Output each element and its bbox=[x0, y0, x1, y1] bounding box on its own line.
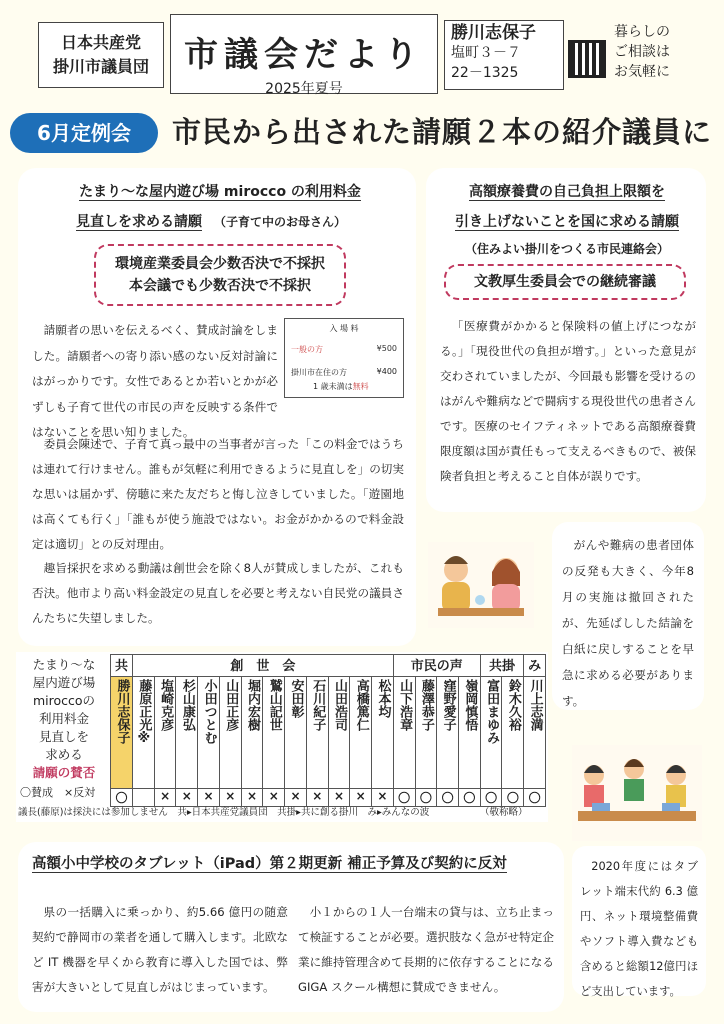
page-headline: 市民から出された請願２本の紹介議員に bbox=[172, 115, 713, 149]
vote-label-red: 請願の賛否 bbox=[32, 765, 96, 780]
vote-cell: 〇 bbox=[393, 789, 415, 807]
petition2-title-line1 bbox=[436, 180, 698, 204]
vote-label-l2: 屋内遊び場 bbox=[32, 675, 96, 690]
newsletter-title: 市議会だより bbox=[184, 35, 424, 75]
member-name: 山下浩章 bbox=[397, 679, 413, 731]
member-address: 塩町３－７ bbox=[451, 45, 521, 61]
member-name: 富田まゆみ bbox=[484, 679, 500, 744]
member-name: 安田彰 bbox=[288, 679, 304, 718]
vote-cell: × bbox=[219, 789, 241, 807]
vote-label-cell bbox=[18, 654, 110, 784]
fee-row3-label: 1 歳未満は bbox=[313, 382, 353, 391]
petition2-title-text1: 高額療養費の自己負担上限額を bbox=[469, 184, 665, 200]
member-name: 小田つとむ bbox=[201, 679, 217, 744]
students-illustration bbox=[572, 745, 702, 841]
note-line1: 暮らしの bbox=[614, 24, 670, 40]
newsletter-title-box bbox=[170, 14, 438, 97]
issue-label: 2025年夏号 bbox=[265, 81, 343, 97]
member-name: 勝川志保子 bbox=[451, 23, 536, 43]
member-name: 鈴木久裕 bbox=[505, 679, 521, 731]
petition1-title-line1 bbox=[40, 180, 400, 204]
fee-row1 bbox=[291, 344, 397, 355]
org-name-box bbox=[38, 22, 164, 88]
vote-cell: × bbox=[154, 789, 176, 807]
member-name: 窪野愛子 bbox=[440, 679, 456, 731]
petition2-para: 「医療費がかかると保険料の値上げにつながる。」「現役世代の負担が増す。」といった意見が交わされていましたが、今回最も影響を受けるのはがんや難病などで闘病する現役世代の患者さんです。医療のセイフティネットである高額療養費限度額は国が責任もって支えるべきもので、被保険者負担と考えること自体が誤りです。 bbox=[440, 319, 696, 483]
petition2-result-box: 文教厚生委員会での継続審議 bbox=[444, 264, 686, 300]
member-name: 藤原正光※ bbox=[136, 679, 152, 746]
tablet-title bbox=[32, 852, 552, 876]
vote-label-l1: たまり～な bbox=[32, 657, 96, 672]
vote-cell: × bbox=[372, 789, 394, 807]
fee-row1-price: ¥500 bbox=[376, 344, 397, 353]
member-name: 川上志満 bbox=[527, 679, 543, 731]
member-phone: 22－1325 bbox=[451, 65, 519, 81]
fee-card-image bbox=[284, 318, 404, 398]
tablet-side-note-text: 2020年度にはタブレット端末代約 6.3 億円、ネット環境整備費やソフト導入費なども含めると総額12億円ほど支出しています。 bbox=[580, 860, 698, 998]
org-line2: 掛川市議員団 bbox=[52, 57, 149, 76]
petition1-para2: 委員会陳述で、子育て真っ最中の当事者が言った「この料金ではうちは連れて行けません。誰もが気軽に利用できるように見直しを」の切実な思いは届かず、傍聴に来た友だちと悔し泣きしていました。「遊園地は高くても行く」「誰もが使う施設ではない。お金がかかるので料金設定は適切」との反対理由。 bbox=[32, 437, 404, 551]
fee-row1-label: 一般の方 bbox=[291, 345, 323, 354]
petition2-side-note bbox=[552, 522, 704, 710]
vote-cell: × bbox=[263, 789, 285, 807]
tablet-col2: 小１からの１人一台端末の貸与は、立ち止まって検証することが必要。選択肢なく急がせ特定企業に維持管理含めて長期的に依存することになる GIGA スクール構想に賛成できません。 bbox=[298, 905, 554, 994]
qr-code-icon[interactable] bbox=[568, 40, 606, 78]
vote-cell: × bbox=[350, 789, 372, 807]
petition2-submitter: （住みよい掛川をつくる市民連絡会） bbox=[464, 242, 669, 256]
member-row bbox=[111, 677, 546, 789]
vote-label-l6: 求める bbox=[45, 747, 83, 762]
member-name: 嶺岡慎悟 bbox=[462, 679, 478, 731]
note-line3: お気軽に bbox=[614, 64, 670, 80]
vote-cell: × bbox=[198, 789, 220, 807]
petition1-title-text2: 見直しを求める請願 bbox=[76, 214, 202, 230]
vote-cell: 〇 bbox=[111, 789, 133, 807]
petition1-para1: 請願者の思いを伝えるべく、賛成討論をしました。請願者への寄り添い感のない反対討論にはがっかりです。女性であるとか若いとかが必ずしも子育て世代の市民の声を反映する条件ではないことを思い知りました。 bbox=[32, 323, 278, 439]
tablet-title-text: 高額小中学校のタブレット（iPad）第２期更新 補正予算及び契約に反対 bbox=[32, 856, 507, 872]
vote-cell: 〇 bbox=[480, 789, 502, 807]
vote-cell: 〇 bbox=[415, 789, 437, 807]
party-shimin: 市民の声 bbox=[393, 655, 480, 677]
member-name: 塩崎克彦 bbox=[158, 679, 174, 731]
petition1-title-text1: たまり～な屋内遊び場 mirocco の利用料金 bbox=[79, 184, 361, 200]
org-line1: 日本共産党 bbox=[60, 33, 141, 52]
member-contact-box bbox=[444, 20, 564, 90]
party-tomokake: 共掛 bbox=[480, 655, 523, 677]
fee-row3-value: 無料 bbox=[352, 382, 369, 391]
member-name: 高橋篤仁 bbox=[353, 679, 369, 731]
vote-label-l5: 見直しを bbox=[38, 729, 89, 744]
vote-legend: 〇賛成 ×反対 bbox=[20, 786, 96, 799]
fee-row2-price: ¥400 bbox=[376, 367, 397, 376]
family-illustration bbox=[428, 542, 534, 628]
petition1-result-box bbox=[94, 244, 346, 306]
fee-row3 bbox=[313, 381, 403, 392]
consult-note bbox=[608, 20, 692, 90]
vote-footnote: 議長(藤原)は採決には参加しません 共▸日本共産党議員団 共掛▸共に創る掛川 み▸みんなの波 bbox=[18, 807, 430, 818]
member-name: 堀内宏樹 bbox=[245, 679, 261, 731]
vote-cell: 〇 bbox=[437, 789, 459, 807]
vote-cell: × bbox=[328, 789, 350, 807]
party-kyo: 共 bbox=[111, 655, 133, 677]
member-name: 杉山康弘 bbox=[179, 679, 195, 731]
tablet-side-note bbox=[572, 846, 706, 996]
vote-cell: 〇 bbox=[502, 789, 524, 807]
party-row bbox=[111, 655, 546, 677]
vote-cell: × bbox=[176, 789, 198, 807]
petition2-title-text2: 引き上げないことを国に求める請願 bbox=[455, 214, 679, 230]
member-name: 藤澤恭子 bbox=[418, 679, 434, 731]
tablet-col1: 県の一括購入に乗っかり、約5.66 億円の随意契約で静岡市の業者を通して購入します。北欧など IT 機器を早くから教育に導入した国では、弊害が大きいとして見直しがはじまっています。 bbox=[32, 905, 288, 994]
member-name: 石川紀子 bbox=[310, 679, 326, 731]
petition2-title-line2 bbox=[436, 210, 698, 234]
vote-cell: × bbox=[241, 789, 263, 807]
petition1-submitter: （子育て中のお母さん） bbox=[214, 215, 347, 229]
member-name: 松本均 bbox=[375, 679, 391, 718]
note-line2: ご相談は bbox=[614, 44, 670, 60]
vote-cell: 〇 bbox=[459, 789, 481, 807]
party-minna: み bbox=[524, 655, 546, 677]
vote-footnote-honorific: （敬称略） bbox=[480, 807, 528, 818]
vote-label-l3: miroccoの bbox=[32, 693, 96, 708]
fee-header: 入 場 料 bbox=[329, 324, 359, 333]
petition1-title-line2 bbox=[76, 210, 416, 234]
member-name: 山田浩司 bbox=[331, 679, 347, 731]
member-name: 勝川志保子 bbox=[114, 679, 130, 744]
party-sosei: 創 世 会 bbox=[133, 655, 394, 677]
fee-row2-label: 掛川市在住の方 bbox=[291, 368, 347, 377]
member-name: 鷲山記世 bbox=[266, 679, 282, 731]
petition1-result-line1: 環境産業委員会少数否決で不採択 bbox=[115, 256, 325, 272]
member-name: 山田正彦 bbox=[223, 679, 239, 731]
session-badge: 6月定例会 bbox=[10, 113, 158, 153]
fee-row2 bbox=[291, 367, 397, 378]
petition1-result-line2: 本会議でも少数否決で不採択 bbox=[129, 278, 311, 294]
vote-table bbox=[110, 654, 546, 807]
vote-label-l4: 利用料金 bbox=[38, 711, 89, 726]
vote-cell: 〇 bbox=[524, 789, 546, 807]
petition1-para3: 趣旨採択を求める動議は創世会を除く8人が賛成しましたが、これも否決。他市より高い料金設定の見直しを必要と考えない自民党の議員さんたちに失望しました。 bbox=[32, 561, 404, 625]
vote-cell: × bbox=[306, 789, 328, 807]
petition2-side-note-text: がんや難病の患者団体の反発も大きく、今年8月の実施は撤回されたが、先延ばしした結論を白紙に戻しすることを早急に求める必要があります。 bbox=[562, 538, 694, 708]
vote-cell: × bbox=[285, 789, 307, 807]
